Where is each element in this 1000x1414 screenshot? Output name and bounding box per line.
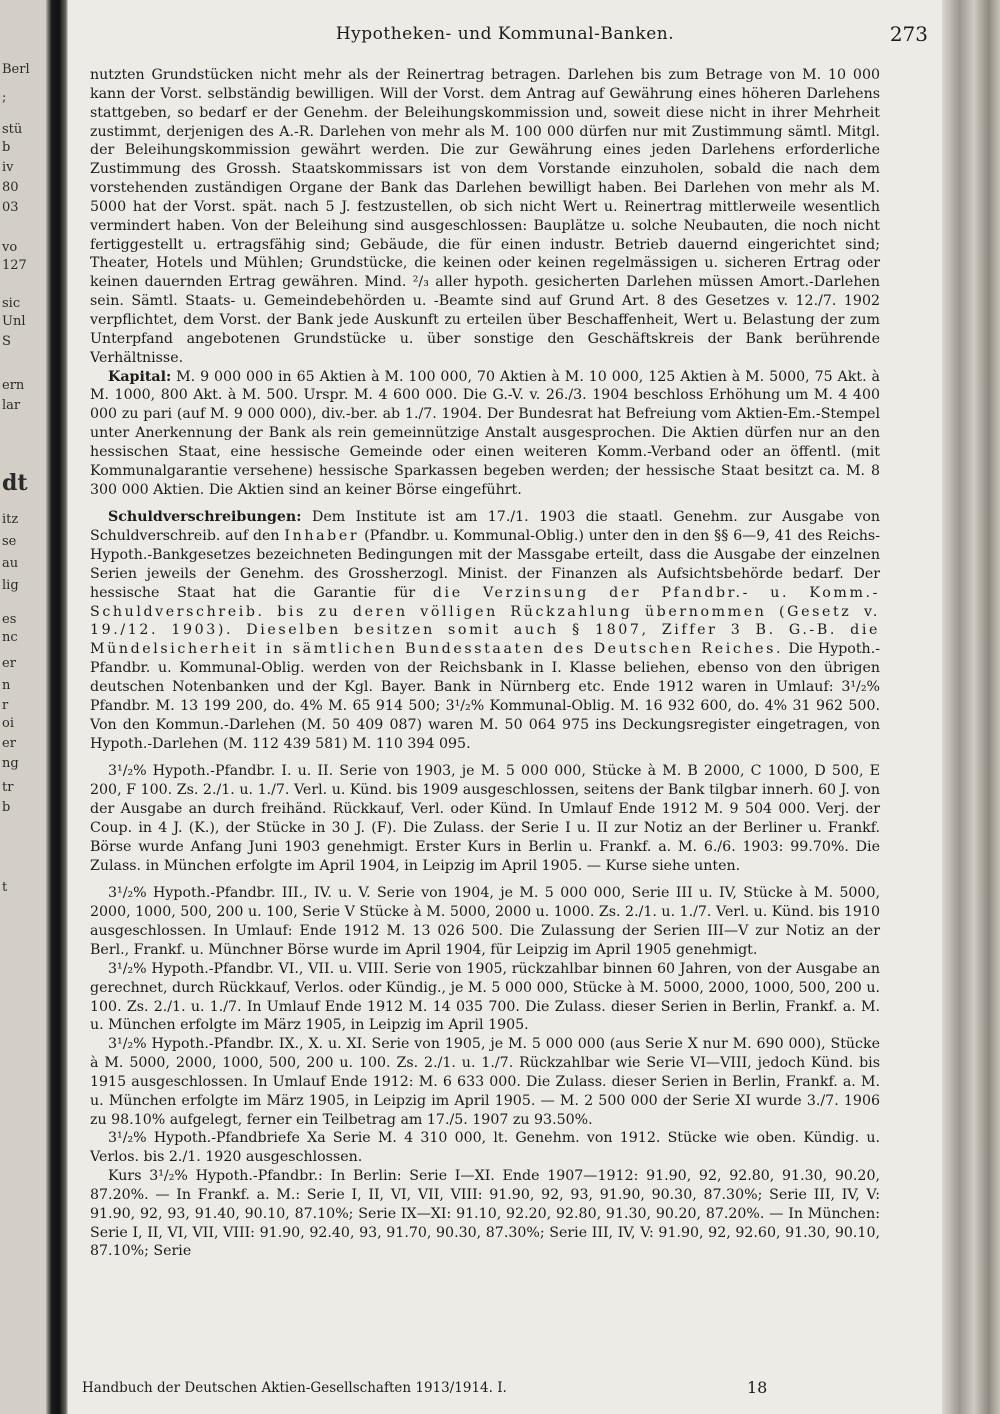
margin-fragment: 03 [2, 200, 19, 215]
margin-fragment: dt [2, 470, 28, 496]
schuld-text-a: Dem Institute ist am 17./1. 1903 die staatl. Genehm. zur Ausgabe von Schuldverschreib. auf den [90, 509, 880, 545]
page-body [90, 66, 880, 1261]
page-stack-edge [942, 0, 1000, 1414]
margin-fragment: t [2, 880, 8, 895]
margin-fragment: ng [2, 756, 19, 771]
margin-fragment: Berl [2, 62, 30, 77]
paragraph-schuldverschreibungen [90, 508, 880, 753]
schuld-spaced-text: die Verzinsung der Pfandbr.- u. Komm.-Schuldverschreib. bis zu deren völligen Rückzahlung übernommen (Gesetz v. 19./12. 1903). Dieselben besitzen somit auch § 1807, Ziffer 3 B. G.-B. die Mündelsicherheit in sämtlichen Bundesstaaten des Deutschen Reiches. [90, 584, 881, 658]
running-header [68, 24, 942, 48]
adjacent-page-edge [0, 0, 46, 1414]
page-number: 273 [889, 22, 928, 46]
paragraph-kapital [90, 368, 880, 500]
kapital-label: Kapital: [108, 368, 172, 385]
paragraph-serie-9-11: 3¹/₂% Hypoth.-Pfandbr. IX., X. u. XI. Serie von 1905, je M. 5 000 000 (aus Serie X nur M. 690 000), Stücke à M. 5000, 2000, 1000, 500, 200 u. 100. Zs. 2./1. u. 1./7. Rückzahlbar wie Serie VI—VIII, jedoch Künd. bis 1915 ausgeschlossen. In Umlauf Ende 1912: M. 6 633 000. Die Zulass. dieser Serien in Berlin, Frankf. a. M. u. München erfolgte im März 1905, in Leipzig im April 1905. — M. 2 500 000 der Serie XI wurde 3./7. 1906 zu 98.10% aufgelegt, ferner ein Teilbetrag am 17./5. 1907 zu 93.50%. [90, 1036, 880, 1128]
margin-fragment: n [2, 678, 11, 693]
margin-fragment: se [2, 534, 17, 549]
margin-fragment: lig [2, 578, 19, 593]
signature-mark: 18 [747, 1378, 768, 1397]
page-footer [82, 1380, 882, 1400]
margin-fragment: 80 [2, 180, 19, 195]
margin-fragment: er [2, 736, 16, 751]
margin-fragment: er [2, 656, 16, 671]
margin-fragment: 127 [2, 258, 27, 273]
margin-fragment: ; [2, 90, 7, 105]
paragraph-serie-3-5: 3¹/₂% Hypoth.-Pfandbr. III., IV. u. V. Serie von 1904, je M. 5 000 000, Serie III u. IV, Stücke à M. 5000, 2000, 1000, 500, 200 u. 100, Serie V Stücke à M. 5000, 2000 u. 1000. Zs. 2./1. u. 1./7. Verl. u. Künd. bis 1910 ausgeschlossen. In Umlauf: Ende 1912 M. 13 026 500. Die Zulassung der Serien III—V zur Notiz an der Berl., Frankf. u. Münchner Börse wurde im April 1904, für Leipzig im April 1905 genehmigt. [90, 885, 880, 958]
margin-fragment: au [2, 556, 19, 571]
margin-fragment: lar [2, 398, 21, 413]
running-title: Hypotheken- und Kommunal-Banken. [335, 24, 675, 44]
margin-fragment: itz [2, 512, 19, 527]
schuld-label: Schuldverschreibungen: [108, 509, 302, 526]
paragraph-serie-xa: 3¹/₂% Hypoth.-Pfandbriefe Xa Serie M. 4 310 000, lt. Genehm. von 1912. Stücke wie oben. Kündig. u. Verlos. bis 2./1. 1920 ausgeschlossen. [90, 1130, 880, 1166]
margin-fragment: iv [2, 160, 14, 175]
margin-fragment: r [2, 698, 9, 713]
margin-fragment: ern [2, 378, 25, 393]
footer-title: Handbuch der Deutschen Aktien-Gesellschaften 1913/1914. I. [82, 1380, 507, 1396]
margin-fragment: nc [2, 630, 18, 645]
margin-fragment: stü [2, 122, 23, 137]
margin-fragment: es [2, 612, 17, 627]
margin-fragment: tr [2, 780, 14, 795]
schuld-text-c: Die Hypoth.-Pfandbr. u. Kommunal-Oblig. werden von der Reichsbank in I. Klasse beliehen, ebenso von den übrigen deutschen Notenbanken und der Kgl. Bayer. Bank in Nürnberg etc. Ende 1912 waren in Umlauf: 3¹/₂% Pfandbr. M. 13 199 200, do. 4% M. 65 914 500; 3¹/₂% Kommunal-Oblig. M. 16 932 600, do. 4% 31 962 500. Von den Kommun.-Darlehen (M. 50 409 087) waren M. 50 064 975 ins Deckungsregister eingetragen, von Hypoth.-Darlehen (M. 112 439 581) M. 110 394 095. [90, 641, 880, 752]
margin-fragment: vo [2, 240, 18, 255]
margin-fragment: Unl [2, 314, 26, 329]
paragraph-serie-6-8: 3¹/₂% Hypoth.-Pfandbr. VI., VII. u. VIII. Serie von 1905, rückzahlbar binnen 60 Jahren, von der Ausgabe an gerechnet, durch Rückkauf, Verlos. oder Kündig., je M. 5 000 000, Stücke à M. 5000, 2000, 1000, 500, 200 u. 100. Zs. 2./1. u. 1./7. In Umlauf Ende 1912 M. 14 035 700. Die Zulass. dieser Serien in Berlin, Frankf. a. M. u. München erfolgte im März 1905, in Leipzig im April 1905. [90, 960, 880, 1034]
margin-fragment: S [2, 334, 11, 349]
margin-fragment: sic [2, 296, 21, 311]
book-gutter [46, 0, 68, 1414]
margin-fragment: oi [2, 716, 14, 731]
margin-fragment: b [2, 800, 11, 815]
paragraph-lending-rules: nutzten Grundstücken nicht mehr als der Reinertrag betragen. Darlehen bis zum Betrage von M. 10 000 kann der Vorst. selbständig bewilligen. Will der Vorst. dem Antrag auf Gewährung eines höheren Darlehens stattgeben, so bedarf er der Genehm. der Beleihungskommission und, soweit diese nicht in ihrer Mehrheit zustimmt, derjenigen des A.-R. Darlehen von mehr als M. 100 000 dürfen nur mit Zustimmung sämtl. Mitgl. der Beleihungskommission gewährt werden. Die zur Gewährung eines jeden Darlehens erforderliche Zustimmung des Grossh. Staatskommissars ist von dem Vorstande einzuholen, sobald die nach dem vorstehenden zuständigen Organe der Bank das Darlehen bewilligt haben. Bei Darlehen von mehr als M. 5000 hat der Vorst. spät. nach 5 J. festzustellen, ob sich nicht Wert u. Reinertrag mittlerweile wesentlich vermindert haben. Von der Beleihung sind ausgeschlossen: Bauplätze u. solche Neubauten, die noch nicht fertiggestellt u. ertragsfähig sind; Gebäude, die für einen industr. Betrieb dauernd eingerichtet sind; Theater, Hotels und Mühlen; Grundstücke, die keinen oder keinen regelmässigen u. sicheren Ertrag oder keinen dauernden Ertrag gewähren. Mind. ²/₃ aller hypoth. gesicherten Darlehen müssen Amort.-Darlehen sein. Sämtl. Staats- u. Gemeindebehörden u. -Beamte sind auf Grund Art. 8 des Gesetzes v. 12./7. 1902 verpflichtet, dem Vorst. der Bank jede Auskunft zu erteilen über Beschaffenheit, Wert u. Belastung der zum Unterpfand angebotenen Grundstücke u. über sonstige den Geschäftskreis der Bank berührende Verhältnisse. [90, 67, 880, 366]
paragraph-serie-1-2: 3¹/₂% Hypoth.-Pfandbr. I. u. II. Serie von 1903, je M. 5 000 000, Stücke à M. B 2000, C 1000, D 500, E 200, F 100. Zs. 2./1. u. 1./7. Verl. u. Künd. bis 1909 ausgeschlossen, seitens der Bank tilgbar innerh. 60 J. von der Ausgabe an durch freihänd. Rückkauf, Verl. oder Künd. In Umlauf Ende 1912 M. 9 504 000. Verj. der Coup. in 4 J. (K.), der Stücke in 30 J. (F). Die Zulass. der Serie I u. II zur Notiz an der Berliner u. Frankf. Börse wurde Anfang Juni 1903 genehmigt. Erster Kurs in Berlin u. Frankf. a. M. 6./6. 1903: 99.70%. Die Zulass. in München erfolgte im April 1904, in Leipzig im April 1905. — Kurse siehe unten. [90, 763, 880, 874]
paragraph-kurse: Kurs 3¹/₂% Hypoth.-Pfandbr.: In Berlin: Serie I—XI. Ende 1907—1912: 91.90, 92, 92.80, 91.30, 90.20, 87.20%. — In Frankf. a. M.: Serie I, II, VI, VII, VIII: 91.90, 92, 93, 91.90, 90.30, 87.30%; Serie III, IV, V: 91.90, 92, 93, 91.40, 90.10, 87.10%; Serie IX—XI: 91.10, 92.20, 92.80, 91.30, 90.20, 87.20%. — In München: Serie I, II, VI, VII, VIII: 91.90, 92.40, 93, 91.70, 90.30, 87.30%; Serie III, IV, V: 91.90, 92, 92.60, 91.30, 90.10, 87.10%; Serie [90, 1168, 880, 1260]
book-page [68, 0, 942, 1414]
kapital-text: M. 9 000 000 in 65 Aktien à M. 100 000, 70 Aktien à M. 10 000, 125 Aktien à M. 5000, 75 Akt. à M. 1000, 800 Akt. à M. 500. Urspr. M. 4 600 000. Die G.-V. v. 26./3. 1904 beschloss Erhöhung um M. 4 400 000 zu pari (auf M. 9 000 000), div.-ber. ab 1./7. 1904. Der Bundesrat hat Befreiung vom Aktien-Em.-Stempel unter Anerkennung der Bank als rein gemeinnützige Anstalt ausgesprochen. Die Aktien dürfen nur an den hessischen Staat, eine hessische Gemeinde oder einen weiteren Komm.-Verband oder an öffentl. (mit Kommunalgarantie versehene) hessische Sparkassen begeben werden; der hessische Staat besitzt ca. M. 8 300 000 Aktien. Die Aktien sind an keiner Börse eingeführt. [90, 368, 880, 498]
schuld-inhaber: Inhaber [284, 528, 360, 545]
margin-fragment: b [2, 140, 11, 155]
schuld-text-b: (Pfandbr. u. Kommunal-Oblig.) unter den in den §§ 6—9, 41 des Reichs-Hypoth.-Bankgesetzes bezeichneten Bedingungen mit der Massgabe erteilt, dass die Ausgabe der einzelnen Serien jeweils der Genehm. des Grossherzogl. Minist. der Finanzen als Aufsichtsbehörde bedarf. Der hessische Staat hat die Garantie für [90, 528, 881, 601]
